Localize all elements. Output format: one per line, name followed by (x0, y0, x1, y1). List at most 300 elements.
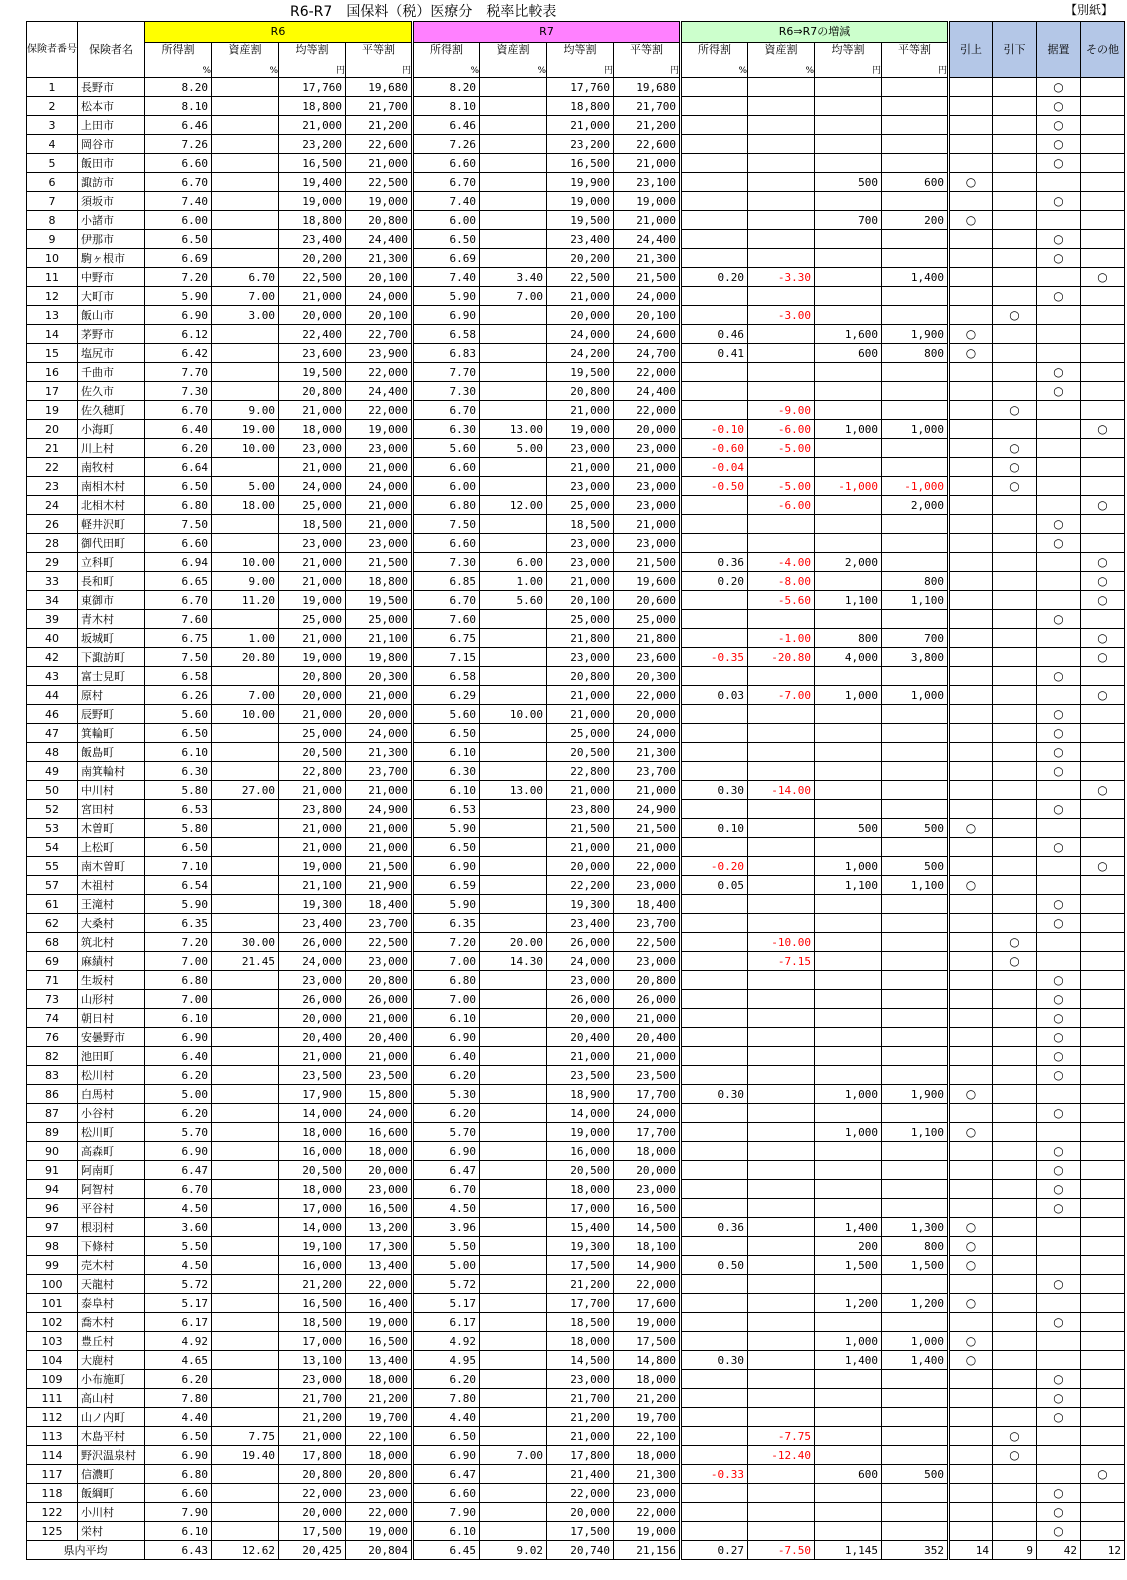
table-row (27, 306, 1125, 325)
r7-income-cell: 5.70 (413, 1123, 480, 1142)
r6-capita-cell: 26,000 (279, 990, 346, 1009)
r6-income-cell: 8.10 (145, 97, 212, 116)
flag-up-cell (949, 610, 993, 629)
flag-other-cell (1081, 1123, 1125, 1142)
flag-up-cell: ○ (949, 1256, 993, 1275)
table-row (27, 1313, 1125, 1332)
r6-income-cell: 6.53 (145, 800, 212, 819)
insurer-no: 33 (27, 572, 78, 591)
table-row (27, 724, 1125, 743)
header-unit: % (480, 65, 547, 78)
diff-household-cell (882, 1009, 949, 1028)
insurer-no: 87 (27, 1104, 78, 1123)
flag-same-cell: ○ (1037, 97, 1081, 116)
flag-other-cell (1081, 1199, 1125, 1218)
diff-capita-cell (815, 667, 882, 686)
r6-income-cell: 5.80 (145, 781, 212, 800)
r6-asset-cell: 20.80 (212, 648, 279, 667)
flag-other-cell: ○ (1081, 268, 1125, 287)
r6-asset-cell: 9.00 (212, 401, 279, 420)
table-row (27, 211, 1125, 230)
insurer-name: 富士見町 (78, 667, 145, 686)
insurer-no: 2 (27, 97, 78, 116)
r7-capita-cell: 16,000 (547, 1142, 614, 1161)
diff-capita-cell (815, 705, 882, 724)
r7-income-cell: 6.47 (413, 1161, 480, 1180)
diff-capita-cell (815, 914, 882, 933)
flag-up-cell (949, 781, 993, 800)
r7-capita-cell: 18,000 (547, 1332, 614, 1351)
flag-up-cell: ○ (949, 173, 993, 192)
table-row (27, 1522, 1125, 1541)
r7-capita-cell: 14,500 (547, 1351, 614, 1370)
flag-down-cell (993, 914, 1037, 933)
r7-income-cell: 6.90 (413, 857, 480, 876)
flag-same-cell: ○ (1037, 705, 1081, 724)
flag-other-cell (1081, 325, 1125, 344)
flag-down-cell: ○ (993, 1446, 1037, 1465)
r6-asset-cell (212, 762, 279, 781)
r7-income-cell: 6.30 (413, 420, 480, 439)
flag-same-cell (1037, 819, 1081, 838)
table-row (27, 1199, 1125, 1218)
diff-asset-cell: -20.80 (748, 648, 815, 667)
header-col: 平等割 (882, 43, 949, 66)
r7-asset-cell (480, 629, 547, 648)
insurer-name: 飯島町 (78, 743, 145, 762)
diff-capita-cell (815, 1370, 882, 1389)
r7-income-cell: 4.95 (413, 1351, 480, 1370)
r6-capita-cell: 26,000 (279, 933, 346, 952)
r7-income-cell: 6.29 (413, 686, 480, 705)
flag-other-cell (1081, 382, 1125, 401)
r7-asset-cell (480, 1066, 547, 1085)
diff-asset-cell (748, 857, 815, 876)
r7-capita-cell: 18,900 (547, 1085, 614, 1104)
flag-other-cell (1081, 211, 1125, 230)
r7-capita-cell: 21,800 (547, 629, 614, 648)
diff-income-cell (681, 116, 748, 135)
flag-other-cell (1081, 173, 1125, 192)
diff-household-cell (882, 401, 949, 420)
r7-income-cell: 6.17 (413, 1313, 480, 1332)
insurer-no: 91 (27, 1161, 78, 1180)
diff-asset-cell (748, 876, 815, 895)
r7-capita-cell: 15,400 (547, 1218, 614, 1237)
flag-down-cell: ○ (993, 952, 1037, 971)
r7-capita-cell: 20,000 (547, 857, 614, 876)
flag-down-cell: ○ (993, 458, 1037, 477)
flag-down-cell (993, 610, 1037, 629)
r6-asset-cell: 27.00 (212, 781, 279, 800)
r6-household-cell: 19,000 (346, 1313, 413, 1332)
r6-household-cell: 19,000 (346, 192, 413, 211)
insurer-name: 塩尻市 (78, 344, 145, 363)
table-row (27, 572, 1125, 591)
diff-asset-cell (748, 382, 815, 401)
r7-household-cell: 19,000 (614, 1313, 681, 1332)
flag-up-cell: ○ (949, 1294, 993, 1313)
r6-asset-cell (212, 895, 279, 914)
table-row (27, 268, 1125, 287)
r7-household-cell: 23,000 (614, 1484, 681, 1503)
r6-capita-cell: 22,400 (279, 325, 346, 344)
r6-asset-cell: 11.20 (212, 591, 279, 610)
table-row (27, 1104, 1125, 1123)
diff-asset-cell (748, 1522, 815, 1541)
r7-capita-cell: 17,800 (547, 1446, 614, 1465)
diff-capita-cell (815, 306, 882, 325)
r7-household-cell: 22,000 (614, 1275, 681, 1294)
r7-household-cell: 22,000 (614, 857, 681, 876)
r6-capita-cell: 21,000 (279, 629, 346, 648)
flag-up-cell (949, 287, 993, 306)
r7-asset-cell (480, 1180, 547, 1199)
diff-household-cell (882, 97, 949, 116)
r6-asset-cell (212, 1256, 279, 1275)
diff-household-cell (882, 382, 949, 401)
table-row (27, 895, 1125, 914)
r7-household-cell: 20,000 (614, 1161, 681, 1180)
flag-up-cell (949, 1180, 993, 1199)
flag-down-cell (993, 648, 1037, 667)
flag-up-cell: ○ (949, 211, 993, 230)
flag-down-cell (993, 515, 1037, 534)
diff-capita-cell: 1,000 (815, 857, 882, 876)
insurer-no: 55 (27, 857, 78, 876)
r7-asset-cell: 13.00 (480, 781, 547, 800)
flag-same-cell (1037, 553, 1081, 572)
diff-asset-cell (748, 1503, 815, 1522)
flag-down-cell (993, 325, 1037, 344)
r6-asset-cell: 7.75 (212, 1427, 279, 1446)
insurer-name: 朝日村 (78, 1009, 145, 1028)
r6-capita-cell: 13,100 (279, 1351, 346, 1370)
r7-asset-cell (480, 1275, 547, 1294)
diff-asset-cell (748, 211, 815, 230)
diff-household-cell (882, 287, 949, 306)
flag-up-cell (949, 1009, 993, 1028)
flag-up-cell (949, 420, 993, 439)
diff-income-cell: -0.50 (681, 477, 748, 496)
table-row (27, 1009, 1125, 1028)
header-unit: % (748, 65, 815, 78)
r6-household-cell: 21,000 (346, 838, 413, 857)
r6-household-cell: 23,000 (346, 439, 413, 458)
diff-household-cell (882, 1275, 949, 1294)
r6-capita-cell: 23,400 (279, 230, 346, 249)
r6-capita-cell: 16,000 (279, 1256, 346, 1275)
insurer-name: 小谷村 (78, 1104, 145, 1123)
r7-asset-cell (480, 401, 547, 420)
diff-capita-cell (815, 895, 882, 914)
insurer-name: 飯山市 (78, 306, 145, 325)
r6-asset-cell (212, 1275, 279, 1294)
flag-down-cell: ○ (993, 1427, 1037, 1446)
r7-asset-cell (480, 1332, 547, 1351)
flag-other-cell (1081, 895, 1125, 914)
r7-income-cell: 6.50 (413, 838, 480, 857)
diff-asset-cell (748, 515, 815, 534)
diff-income-cell (681, 401, 748, 420)
flag-down-cell (993, 230, 1037, 249)
r6-household-cell: 21,000 (346, 458, 413, 477)
table-row (27, 154, 1125, 173)
flag-other-cell (1081, 477, 1125, 496)
insurer-no: 46 (27, 705, 78, 724)
diff-asset-cell (748, 838, 815, 857)
diff-income-cell (681, 1522, 748, 1541)
flag-up-cell (949, 1313, 993, 1332)
r6-household-cell: 21,000 (346, 496, 413, 515)
diff-capita-cell: 1,400 (815, 1218, 882, 1237)
r6-income-cell: 5.60 (145, 705, 212, 724)
diff-income-cell: 0.41 (681, 344, 748, 363)
insurer-no: 102 (27, 1313, 78, 1332)
table-row (27, 1218, 1125, 1237)
r6-income-cell: 6.40 (145, 1047, 212, 1066)
r6-household-cell: 23,000 (346, 1180, 413, 1199)
r6-asset-cell (212, 534, 279, 553)
table-row (27, 762, 1125, 781)
header-col: 平等割 (614, 43, 681, 66)
r6-capita-cell: 21,200 (279, 1408, 346, 1427)
r6-capita-cell: 23,000 (279, 439, 346, 458)
diff-household-cell: 1,400 (882, 1351, 949, 1370)
r7-income-cell: 6.10 (413, 1009, 480, 1028)
r7-household-cell: 22,100 (614, 1427, 681, 1446)
r6-income-cell: 4.50 (145, 1199, 212, 1218)
r7-income-cell: 6.70 (413, 1180, 480, 1199)
r7-income-cell: 7.30 (413, 382, 480, 401)
insurer-name: 天龍村 (78, 1275, 145, 1294)
diff-household-cell (882, 458, 949, 477)
r7-household-cell: 14,500 (614, 1218, 681, 1237)
r6-income-cell: 6.50 (145, 477, 212, 496)
r7-income-cell: 6.80 (413, 496, 480, 515)
r7-capita-cell: 17,500 (547, 1256, 614, 1275)
r6-household-cell: 16,600 (346, 1123, 413, 1142)
diff-income-cell: 0.30 (681, 781, 748, 800)
r7-capita-cell: 23,500 (547, 1066, 614, 1085)
flag-same-cell (1037, 306, 1081, 325)
table-row (27, 629, 1125, 648)
table-row (27, 97, 1125, 116)
r6-income-cell: 6.50 (145, 838, 212, 857)
diff-capita-cell (815, 1104, 882, 1123)
insurer-no: 104 (27, 1351, 78, 1370)
flag-other-cell (1081, 610, 1125, 629)
r6-capita-cell: 16,500 (279, 1294, 346, 1313)
r7-household-cell: 18,000 (614, 1446, 681, 1465)
insurer-no: 44 (27, 686, 78, 705)
diff-asset-cell (748, 1047, 815, 1066)
r7-capita-cell: 23,800 (547, 800, 614, 819)
table-row (27, 1180, 1125, 1199)
diff-household-cell (882, 838, 949, 857)
r6-household-cell: 20,100 (346, 268, 413, 287)
insurer-no: 22 (27, 458, 78, 477)
r6-household-cell: 13,400 (346, 1351, 413, 1370)
diff-asset-cell (748, 1408, 815, 1427)
r7-income-cell: 4.40 (413, 1408, 480, 1427)
r6-income-cell: 6.69 (145, 249, 212, 268)
insurer-no: 21 (27, 439, 78, 458)
r6-income-cell: 7.30 (145, 382, 212, 401)
r7-income-cell: 8.20 (413, 78, 480, 97)
r7-income-cell: 6.53 (413, 800, 480, 819)
flag-same-cell (1037, 268, 1081, 287)
insurer-name: 根羽村 (78, 1218, 145, 1237)
r7-household-cell: 21,300 (614, 1465, 681, 1484)
r6-capita-cell: 17,000 (279, 1332, 346, 1351)
r7-asset-cell (480, 895, 547, 914)
flag-up-cell: ○ (949, 876, 993, 895)
flag-down-cell (993, 1161, 1037, 1180)
insurer-name: 山形村 (78, 990, 145, 1009)
r6-capita-cell: 23,500 (279, 1066, 346, 1085)
flag-same-cell: ○ (1037, 116, 1081, 135)
r7-asset-cell (480, 819, 547, 838)
diff-asset-cell: -9.00 (748, 401, 815, 420)
table-row (27, 1503, 1125, 1522)
flag-other-cell (1081, 1256, 1125, 1275)
diff-asset-cell (748, 724, 815, 743)
r7-asset-cell (480, 192, 547, 211)
r6-household-cell: 20,800 (346, 1465, 413, 1484)
r6-capita-cell: 17,500 (279, 1522, 346, 1541)
insurer-name: 大町市 (78, 287, 145, 306)
r7-asset-cell: 5.00 (480, 439, 547, 458)
r6-asset-cell (212, 1123, 279, 1142)
r7-household-cell: 17,700 (614, 1085, 681, 1104)
flag-other-cell (1081, 762, 1125, 781)
flag-down-cell (993, 1370, 1037, 1389)
flag-other-cell (1081, 287, 1125, 306)
flag-down-cell (993, 857, 1037, 876)
insurer-name: 木祖村 (78, 876, 145, 895)
r6-asset-cell (212, 192, 279, 211)
flag-same-cell: ○ (1037, 249, 1081, 268)
r6-income-cell: 6.12 (145, 325, 212, 344)
r7-household-cell: 25,000 (614, 610, 681, 629)
r7-income-cell: 6.00 (413, 211, 480, 230)
r7-income-cell: 5.17 (413, 1294, 480, 1313)
r7-income-cell: 5.72 (413, 1275, 480, 1294)
diff-capita-cell (815, 724, 882, 743)
insurer-name: 千曲市 (78, 363, 145, 382)
insurer-name: 木島平村 (78, 1427, 145, 1446)
flag-up-cell (949, 1427, 993, 1446)
r6-asset-cell: 5.00 (212, 477, 279, 496)
insurer-no: 109 (27, 1370, 78, 1389)
flag-up-cell (949, 363, 993, 382)
table-row (27, 553, 1125, 572)
r6-income-cell: 6.90 (145, 1446, 212, 1465)
flag-same-cell: ○ (1037, 1066, 1081, 1085)
diff-household-cell (882, 705, 949, 724)
r6-asset-cell (212, 1066, 279, 1085)
r6-capita-cell: 20,500 (279, 1161, 346, 1180)
r7-income-cell: 6.90 (413, 1028, 480, 1047)
r7-capita-cell: 19,000 (547, 1123, 614, 1142)
r6-asset-cell (212, 1180, 279, 1199)
r6-asset-cell: 19.40 (212, 1446, 279, 1465)
r7-asset-cell (480, 686, 547, 705)
flag-same-cell: ○ (1037, 1199, 1081, 1218)
diff-capita-cell: 1,600 (815, 325, 882, 344)
diff-household-cell (882, 78, 949, 97)
flag-down-cell (993, 819, 1037, 838)
r6-income-cell: 7.00 (145, 990, 212, 1009)
r6-household-cell: 20,000 (346, 1161, 413, 1180)
diff-asset-cell (748, 1370, 815, 1389)
r6-income-cell: 6.40 (145, 420, 212, 439)
r6-household-cell: 21,000 (346, 1009, 413, 1028)
flag-up-cell (949, 572, 993, 591)
diff-asset-cell (748, 1009, 815, 1028)
r7-capita-cell: 20,800 (547, 382, 614, 401)
r6-income-cell: 6.20 (145, 1370, 212, 1389)
diff-asset-cell (748, 762, 815, 781)
insurer-name: 小川村 (78, 1503, 145, 1522)
page-title: R6-R7 国保料（税）医療分 税率比較表 (290, 4, 557, 20)
diff-income-cell (681, 1028, 748, 1047)
insurer-no: 4 (27, 135, 78, 154)
insurer-no: 34 (27, 591, 78, 610)
diff-capita-cell: 500 (815, 173, 882, 192)
diff-household-cell (882, 1313, 949, 1332)
r7-household-cell: 19,680 (614, 78, 681, 97)
diff-household-cell (882, 952, 949, 971)
insurer-name: 佐久市 (78, 382, 145, 401)
r7-household-cell: 18,400 (614, 895, 681, 914)
flag-same-cell: ○ (1037, 1180, 1081, 1199)
diff-household-cell (882, 116, 949, 135)
flag-down-cell (993, 990, 1037, 1009)
insurer-no: 49 (27, 762, 78, 781)
flag-down-cell (993, 1522, 1037, 1541)
flag-down-cell (993, 686, 1037, 705)
diff-capita-cell (815, 1180, 882, 1199)
flag-down-cell (993, 1332, 1037, 1351)
r7-income-cell: 5.50 (413, 1237, 480, 1256)
flag-other-cell (1081, 363, 1125, 382)
r6-capita-cell: 17,800 (279, 1446, 346, 1465)
r7-household-cell: 19,600 (614, 572, 681, 591)
r7-household-cell: 22,500 (614, 933, 681, 952)
insurer-no: 90 (27, 1142, 78, 1161)
r6-household-cell: 21,500 (346, 553, 413, 572)
r6-capita-cell: 22,000 (279, 1484, 346, 1503)
r6-household-cell: 24,000 (346, 724, 413, 743)
diff-capita-cell (815, 154, 882, 173)
diff-asset-cell (748, 1161, 815, 1180)
r6-asset-cell (212, 78, 279, 97)
r7-income-cell: 6.75 (413, 629, 480, 648)
flag-up-cell (949, 686, 993, 705)
diff-household-cell: 2,000 (882, 496, 949, 515)
diff-capita-cell (815, 439, 882, 458)
flag-same-cell (1037, 211, 1081, 230)
r6-household-cell: 20,800 (346, 211, 413, 230)
flag-same-cell: ○ (1037, 534, 1081, 553)
flag-same-cell: ○ (1037, 1522, 1081, 1541)
r6-household-cell: 17,300 (346, 1237, 413, 1256)
diff-asset-cell: -3.00 (748, 306, 815, 325)
r6-asset-cell: 3.00 (212, 306, 279, 325)
r6-income-cell: 4.65 (145, 1351, 212, 1370)
